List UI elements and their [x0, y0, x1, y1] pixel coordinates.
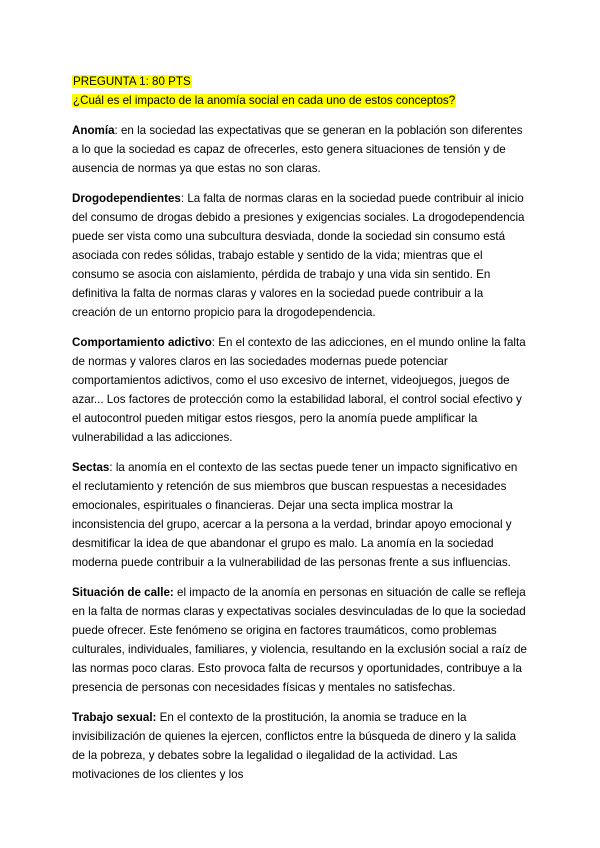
question-text — [72, 91, 528, 110]
section-term: Trabajo sexual: — [72, 711, 157, 724]
section-body: : En el contexto de las adicciones, en el mundo online la falta de normas y valores claros en las sociedades modernas puede potenciar comportamientos adictivos, como el uso excesivo de internet, videojuegos, juegos de azar... Los factores de protección como la estabilidad laboral, el control social efectivo y el autocontrol pueden mitigar estos riesgos, pero la anomía puede amplificar la vulnerabilidad a las adicciones. — [72, 336, 526, 444]
section-body: : La falta de normas claras en la sociedad puede contribuir al inicio del consumo de drogas debido a presiones y exigencias sociales. La drogodependencia puede ser vista como una subcultura desviada, donde la sociedad sin consumo está asociada con redes sólidas, trabajo estable y sentido de la vida; mientras que el consumo se asocia con aislamiento, pérdida de trabajo y una vida sin sentido. En definitiva la falta de normas claras y valores en la sociedad puede contribuir a la creación de un entorno propicio para la drogodependencia. — [72, 192, 525, 319]
section-body: : en la sociedad las expectativas que se generan en la población son diferentes a lo que la sociedad es capaz de ofrecerles, esto genera situaciones de tensión y de ausencia de normas ya que estas no son claras. — [72, 124, 523, 175]
section-term: Situación de calle: — [72, 586, 174, 599]
section-situacion-de-calle — [72, 583, 528, 697]
section-body: el impacto de la anomía en personas en situación de calle se refleja en la falta de normas claras y expectativas sociales desvinculadas de lo que la sociedad puede ofrecer. Este fenómeno se origina en factores traumáticos, como problemas culturales, individuales, familiares, y violencia, resultando en la exclusión social a raíz de las normas poco claras. Esto provoca falta de recursos y oportunidades, contribuye a la presencia de personas con necesidades físicas y mentales no satisfechas. — [72, 586, 527, 694]
section-term: Comportamiento adictivo — [72, 336, 212, 349]
section-term: Anomía — [72, 124, 115, 137]
question-text-highlight: ¿Cuál es el impacto de la anomía social en cada uno de estos conceptos? — [73, 94, 456, 107]
section-drogodependientes — [72, 189, 528, 322]
question-title-highlight: PREGUNTA 1: 80 PTS — [73, 75, 191, 88]
section-anomia — [72, 121, 528, 178]
section-trabajo-sexual — [72, 708, 528, 784]
section-term: Sectas — [72, 461, 110, 474]
document-page — [72, 72, 528, 795]
section-sectas — [72, 458, 528, 572]
section-term: Drogodependientes — [72, 192, 181, 205]
section-body: En el contexto de la prostitución, la anomia se traduce en la invisibilización de quienes la ejercen, conflictos entre la búsqueda de dinero y la salida de la pobreza, y debates sobre la legalidad o ilegalidad de la actividad. Las motivaciones de los clientes y los — [72, 711, 517, 781]
section-body: : la anomía en el contexto de las sectas puede tener un impacto significativo en el reclutamiento y retención de sus miembros que buscan respuestas a necesidades emocionales, espirituales o financieras. Dejar una secta implica mostrar la inconsistencia del grupo, acercar a la persona a la verdad, brindar apoyo emocional y desmitificar la idea de que abandonar el grupo es malo. La anomía en la sociedad moderna puede contribuir a la vulnerabilidad de las personas frente a sus influencias. — [72, 461, 518, 569]
question-title — [72, 72, 528, 91]
section-comportamiento-adictivo — [72, 333, 528, 447]
